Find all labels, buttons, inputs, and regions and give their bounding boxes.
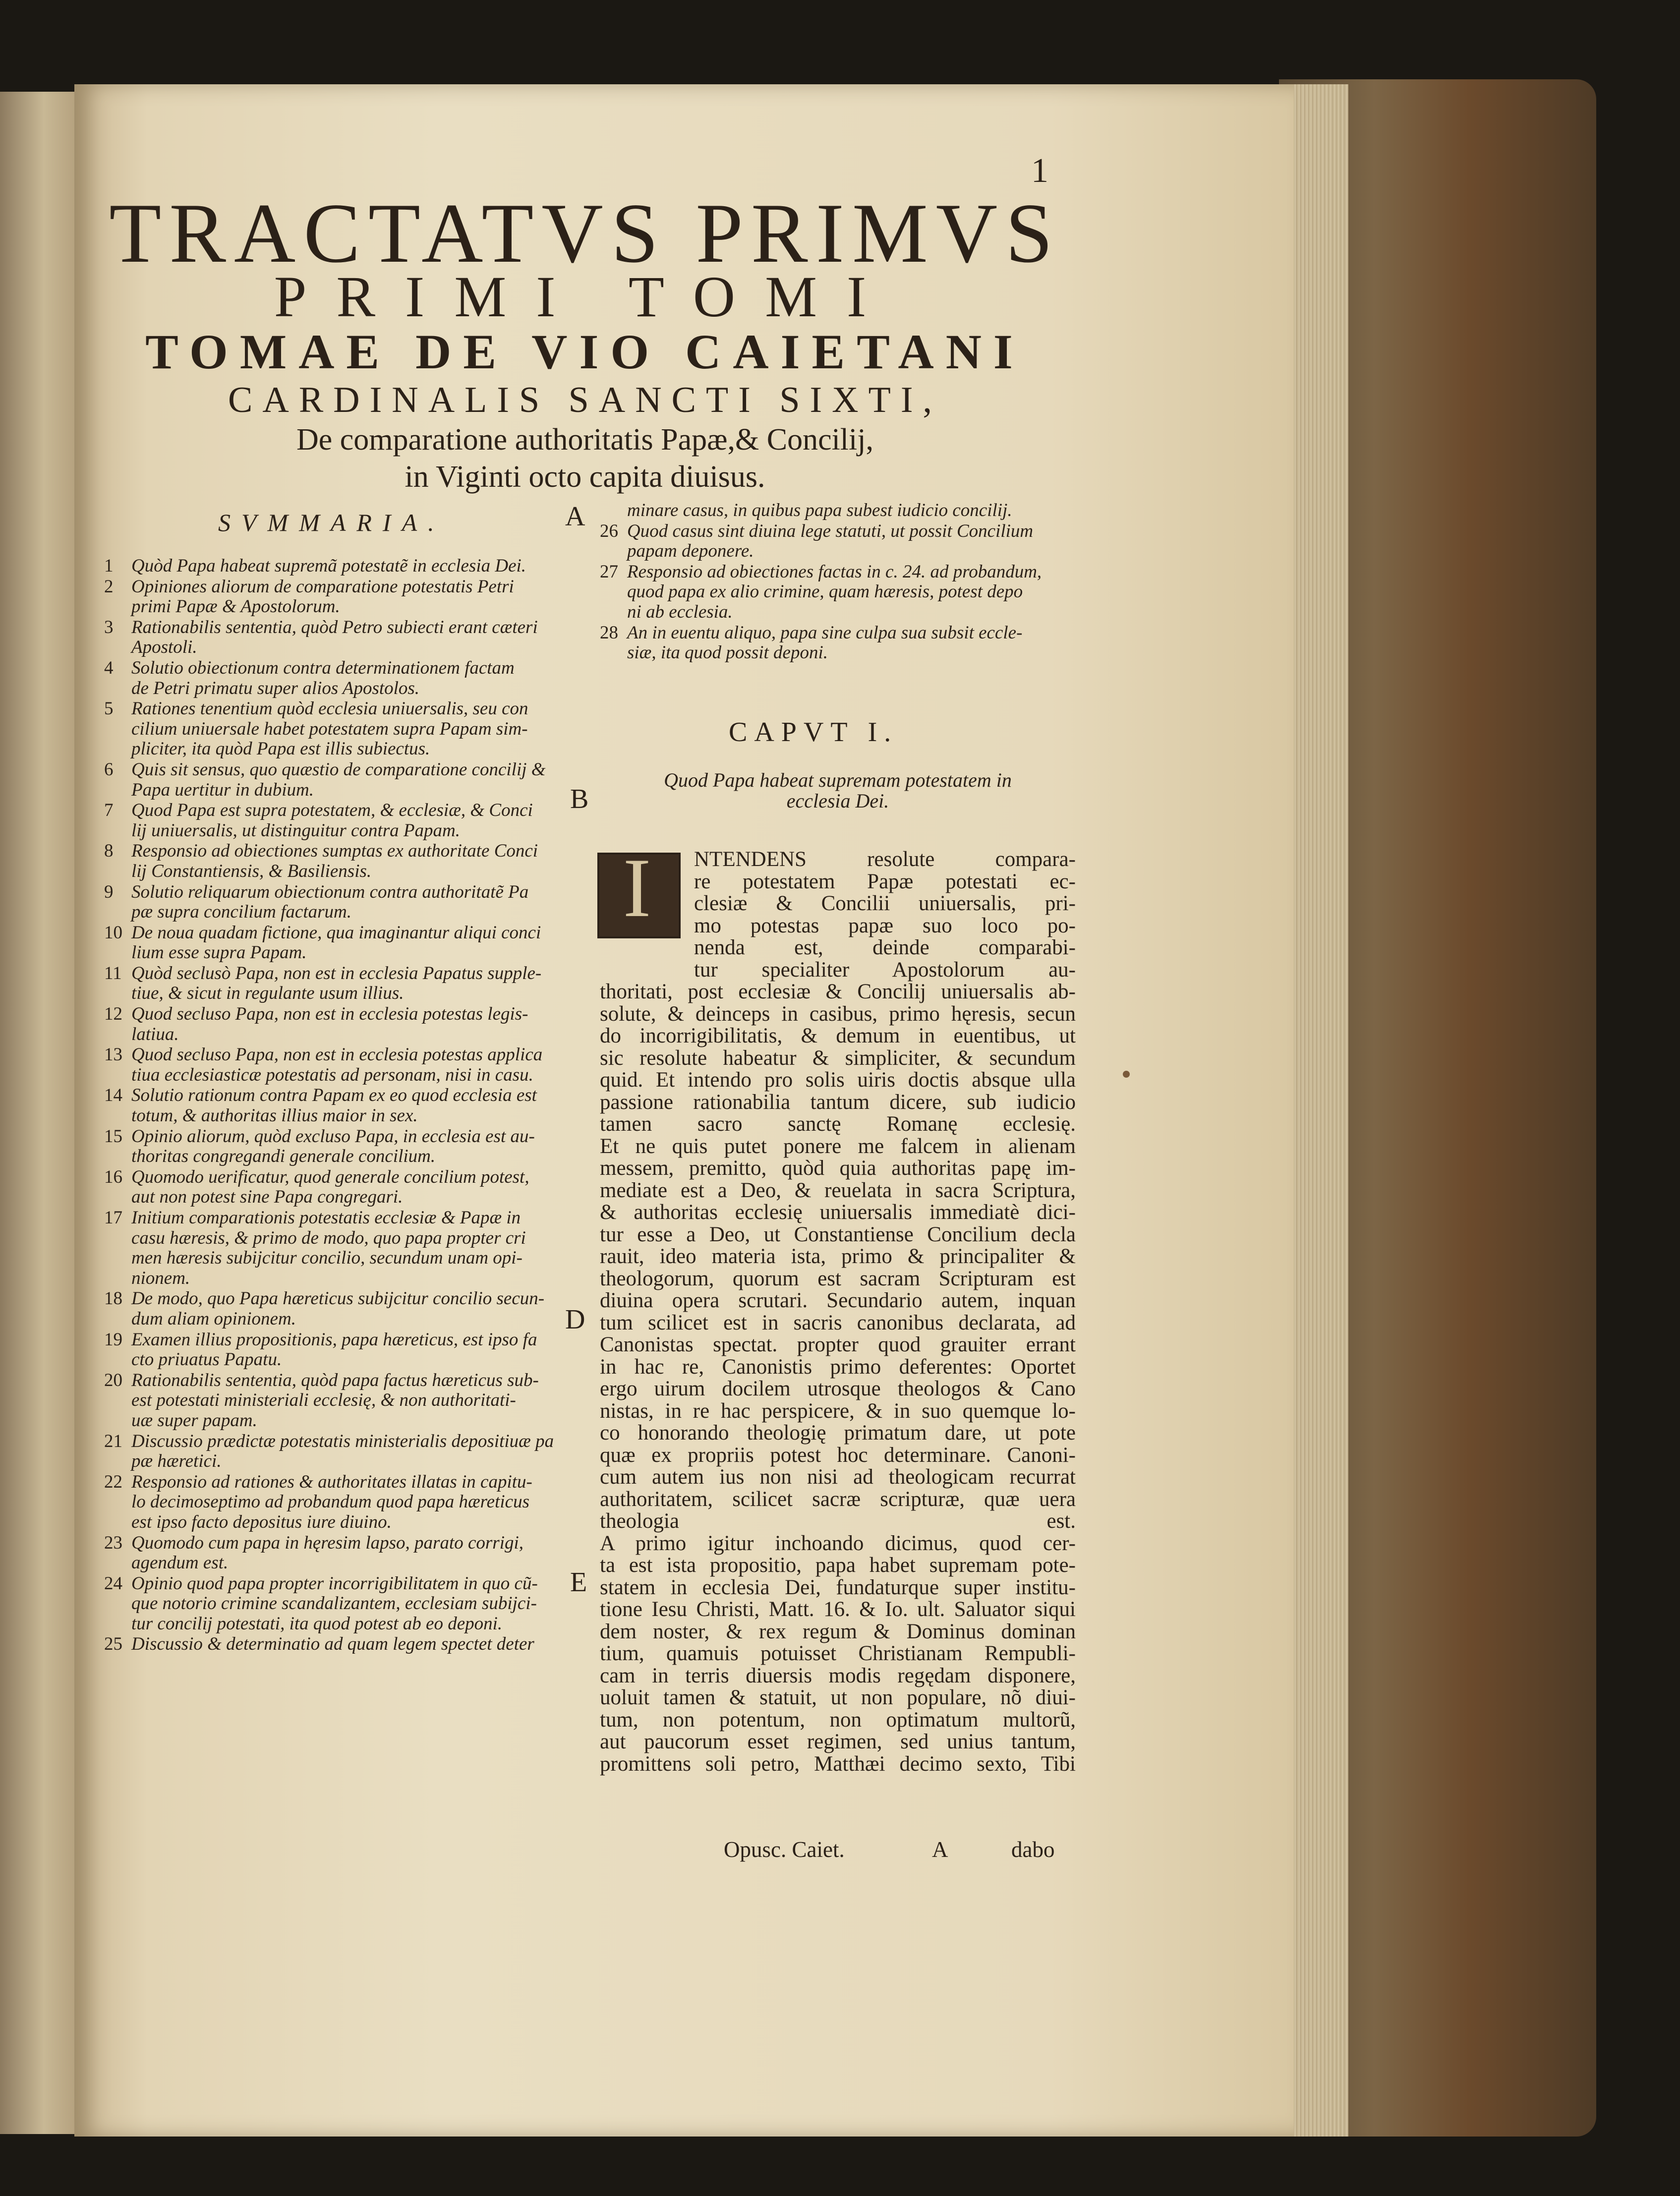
summary-item-line: Discussio prædictæ potestatis ministerialis depositiuæ pa (131, 1431, 554, 1451)
body-line: A primo igitur inchoando dicimus, quod cer- (600, 1531, 1076, 1555)
summary-item-line: men hæresis subijcitur concilio, secundum unam opi- (131, 1248, 522, 1269)
body-line: cum autem ius non nisi ad theologicam recurrat (600, 1465, 1076, 1489)
summary-item-line: pæ supra concilium factarum. (131, 902, 351, 923)
summary-item-line: thoritas congregandi generale concilium. (131, 1146, 436, 1167)
summary-item-line: Solutio rationum contra Papam ex eo quod ecclesia est (131, 1085, 537, 1106)
body-line: uoluit tamen & statuit, ut non populare, nõ diui- (600, 1686, 1076, 1709)
summary-item-line: Rationabilis sententia, quòd papa factus hæreticus sub- (131, 1370, 539, 1390)
body-line: in hac re, Canonistis primo deferentes: Oportet (600, 1355, 1076, 1379)
summary-item (104, 556, 605, 577)
summary-item (104, 1045, 605, 1085)
summary-item (104, 1330, 605, 1370)
summary-item-line: lij uniuersalis, ut distinguitur contra Papam. (131, 820, 460, 841)
summary-item-number: 25 (104, 1634, 122, 1655)
summary-item-number: 8 (104, 841, 114, 862)
body-line: quid. Et intendo pro solis uiris doctis absque ulla (600, 1068, 1076, 1092)
summary-item-line: Responsio ad obiectiones factas in c. 24. ad probandum, (627, 561, 1042, 582)
summary-item (104, 618, 605, 658)
body-line: theologia est. (600, 1509, 1076, 1533)
body-line: messem, premitto, quòd quia authoritas papę im- (600, 1156, 1076, 1180)
summary-item (104, 841, 605, 881)
margin-letter-a: A (565, 501, 585, 532)
summary-item (104, 1634, 605, 1655)
body-line: & authoritas ecclesię uniuersalis immediatè dici- (600, 1201, 1076, 1224)
summary-item-line: Quis sit sensus, quo quæstio de comparatione concilij & (131, 759, 546, 780)
summary-item (104, 923, 605, 963)
body-line: Canonistas spectat. propter quod grauiter errant (600, 1333, 1076, 1356)
summary-item-line: dum aliam opinionem. (131, 1308, 296, 1329)
summary-item-line: Papa uertitur in dubium. (131, 779, 314, 800)
summary-item-line: siæ, ita quod possit deponi. (627, 642, 828, 663)
summary-item-line: tiua ecclesiasticæ potestatis ad personam, nisi in casu. (131, 1064, 533, 1085)
summary-item-number: 23 (104, 1532, 122, 1553)
summary-item-line: Opiniones aliorum de comparatione potestatis Petri (131, 576, 514, 597)
summary-item-line: cilium uniuersale habet potestatem supra Papam sim- (131, 718, 528, 739)
summary-item-number: 6 (104, 759, 114, 780)
chapter-heading: CAPVT I. (729, 717, 898, 748)
summary-item-number: 13 (104, 1044, 122, 1065)
summary-item-line: lium esse supra Papam. (131, 942, 307, 963)
title-line-1: TRACTATVS PRIMVS (109, 186, 1061, 281)
summary-item-line: Examen illius propositionis, papa hæreticus, est ipso fa (131, 1329, 537, 1350)
title-line-6: in Viginti octo capita diuisus. (405, 460, 765, 494)
summary-item (600, 501, 1086, 521)
summary-item-line: tiue, & sicut in regulante usum illius. (131, 983, 404, 1004)
summary-item-number: 24 (104, 1573, 122, 1594)
summary-item-line: cto priuatus Papatu. (131, 1349, 282, 1370)
chapter-body (600, 849, 1076, 1775)
body-line: tium, quamuis potuisset Christianam Rempubli- (600, 1642, 1076, 1665)
summary-item (104, 699, 605, 759)
summary-item (104, 882, 605, 923)
body-line: tum scilicet est in sacris canonibus declarata, ad (600, 1311, 1076, 1334)
decorated-initial-letter: I (623, 841, 651, 934)
summary-item-line: De noua quadam fictione, qua imaginantur aliqui conci (131, 922, 541, 943)
summary-item-line: Responsio ad obiectiones sumptas ex authoritate Conci (131, 841, 538, 862)
summary-item-number: 10 (104, 922, 122, 943)
summary-item-line: An in euentu aliquo, papa sine culpa sua subsit eccle- (627, 622, 1023, 643)
summary-item-number: 27 (600, 561, 618, 582)
title-line-2: PRIMI TOMI (274, 264, 896, 329)
summary-item-number: 3 (104, 617, 114, 637)
body-line: mo potestas papæ suo loco po- (694, 914, 1076, 937)
summary-item-number: 17 (104, 1208, 122, 1228)
summary-item-line: Quod secluso Papa, non est in ecclesia potestas applica (131, 1044, 543, 1065)
summary-list-right (600, 501, 1086, 664)
summary-item-line: de Petri primatu super alios Apostolos. (131, 678, 420, 698)
body-line: ta est ista propositio, papa habet supremam pote- (600, 1554, 1076, 1577)
ink-spot (1123, 1071, 1130, 1078)
summary-item-line: aut non potest sine Papa congregari. (131, 1187, 403, 1208)
summary-item-number: 4 (104, 657, 114, 678)
body-line: sic resolute habeatur & simpliciter, & secundum (600, 1046, 1076, 1070)
summary-item (600, 623, 1086, 663)
summary-item-number: 28 (600, 622, 618, 643)
summary-item-line: Responsio ad rationes & authoritates illatas in capitu- (131, 1471, 532, 1492)
summary-item (600, 562, 1086, 623)
summary-item (104, 1533, 605, 1573)
body-line: promittens soli petro, Matthæi decimo sexto, Tibi (600, 1752, 1076, 1776)
summary-item-line: Quomodo cum papa in hęresim lapso, parato corrigi, (131, 1532, 524, 1553)
summary-item-line: Rationes tenentium quòd ecclesia uniuersalis, seu con (131, 698, 528, 719)
summary-item-line: Opinio quod papa propter incorrigibilitatem in quo cũ- (131, 1573, 538, 1594)
body-main-lines (600, 981, 1076, 1775)
body-line: statem in ecclesia Dei, fundaturque super institu- (600, 1575, 1076, 1599)
summary-item-line: Opinio aliorum, quòd excluso Papa, in ecclesia est au- (131, 1126, 535, 1147)
summary-item-number: 1 (104, 556, 114, 576)
summary-item-number: 11 (104, 963, 122, 983)
title-line-4: CARDINALIS SANCTI SIXTI, (228, 380, 942, 420)
summary-item-line: Solutio obiectionum contra determinationem factam (131, 657, 515, 678)
chapter-subtitle (615, 770, 1061, 811)
footer-signature-letter: A (932, 1837, 948, 1862)
summary-item-number: 21 (104, 1431, 122, 1451)
title-line-5: De comparatione authoritatis Papæ,& Concilij, (296, 423, 873, 457)
summary-item-line: Quod casus sint diuina lege statuti, ut possit Concilium (627, 520, 1034, 541)
summary-item-line: quod papa ex alio crimine, quam hæresis, potest depo (627, 581, 1023, 602)
page-edges (1294, 84, 1348, 2137)
body-line: quæ ex propriis potest hoc determinare. Canoni- (600, 1443, 1076, 1467)
chapter-subtitle-line-2: ecclesia Dei. (786, 790, 889, 812)
summary-list-left (104, 556, 605, 1655)
body-line: tur specialiter Apostolorum au- (694, 958, 1076, 982)
summary-item-line: casu hæresis, & primo de modo, quo papa propter cri (131, 1227, 526, 1248)
summary-item (104, 577, 605, 617)
summary-item-number: 18 (104, 1288, 122, 1309)
title-line-3: TOMAE DE VIO CAIETANI (145, 324, 1025, 379)
body-line: nenda est, deinde comparabi- (694, 936, 1076, 959)
summary-item-number: 20 (104, 1370, 122, 1390)
summary-item (104, 801, 605, 841)
footer-catchword: dabo (1011, 1837, 1055, 1862)
summary-item-line: Quòd Papa habeat supremã potestatẽ in ecclesia Dei. (131, 556, 526, 576)
summary-heading: SVMMARIA. (218, 509, 445, 536)
summary-item-line: pliciter, ita quòd Papa est illis subiectus. (131, 739, 430, 759)
body-line: mediate est a Deo, & reuelata in sacra Scriptura, (600, 1178, 1076, 1202)
summary-item-line: uæ super papam. (131, 1410, 257, 1431)
summary-item (104, 1004, 605, 1044)
summary-item-line: est potestati ministeriali ecclesię, & non authoritati- (131, 1390, 516, 1411)
body-line: tum, non potentum, non optimatum multorũ, (600, 1708, 1076, 1732)
summary-item-line: Discussio & determinatio ad quam legem spectet deter (131, 1634, 534, 1655)
body-line: solute, & deinceps in casibus, primo hęresis, secun (600, 1002, 1076, 1026)
left-page-edge (0, 92, 79, 2134)
summary-item-line: minare casus, in quibus papa subest iudicio concilij. (627, 500, 1012, 520)
summary-item (104, 1127, 605, 1167)
body-line: tur esse a Deo, ut Constantiense Concilium decla (600, 1222, 1076, 1246)
body-line: rauit, ideo materia ista, primo & principaliter & (600, 1245, 1076, 1268)
body-line: tione Iesu Christi, Matt. 16. & Io. ult. Saluator siqui (600, 1598, 1076, 1621)
summary-item-line: que notorio crimine scandalizantem, ecclesiam subijci- (131, 1593, 537, 1614)
margin-letter-b: B (570, 784, 589, 814)
body-line: ergo uirum docilem utrosque theologos & Cano (600, 1377, 1076, 1400)
body-line: theologorum, quorum est sacram Scripturam est (600, 1267, 1076, 1290)
body-line: NTENDENS resolute compara- (694, 848, 1076, 871)
summary-item-line: De modo, quo Papa hæreticus subijcitur concilio secun- (131, 1288, 545, 1309)
summary-item (104, 1086, 605, 1126)
summary-item (104, 1208, 605, 1288)
body-line: passione rationabilia tantum dicere, sub iudicio (600, 1090, 1076, 1114)
body-line: do incorrigibilitatis, & demum in euentibus, ut (600, 1024, 1076, 1047)
summary-item-line: lij Constantiensis, & Basiliensis. (131, 861, 372, 881)
body-line: clesiæ & Concilii uniuersalis, pri- (694, 892, 1076, 915)
body-line: co honorando theologię primatum dare, ut pote (600, 1421, 1076, 1445)
body-line: dem noster, & rex regum & Dominus dominan (600, 1619, 1076, 1643)
summary-item-number: 2 (104, 576, 114, 597)
chapter-subtitle-line-1: Quod Papa habeat supremam potestatem in (664, 769, 1012, 791)
summary-item (104, 1167, 605, 1208)
summary-item-line: Quomodo uerificatur, quod generale concilium potest, (131, 1166, 529, 1187)
summary-item (104, 1574, 605, 1634)
summary-item (104, 1472, 605, 1533)
summary-item (104, 1432, 605, 1472)
summary-item-number: 26 (600, 520, 618, 541)
summary-item (104, 1371, 605, 1431)
summary-item-line: est ipso facto depositus iure diuino. (131, 1511, 392, 1532)
margin-letter-d: D (565, 1304, 585, 1335)
summary-item-line: totum, & authoritas illius maior in sex. (131, 1105, 418, 1126)
summary-item-number: 14 (104, 1085, 122, 1106)
body-line: thoritati, post ecclesiæ & Concilij uniuersalis ab- (600, 980, 1076, 1003)
body-line: nistas, in re hac perspicere, & in suo quemque lo- (600, 1399, 1076, 1423)
summary-item-line: Initium comparationis potestatis ecclesiæ & Papæ in (131, 1208, 521, 1228)
summary-item-line: Quod Papa est supra potestatem, & ecclesiæ, & Conci (131, 800, 533, 821)
summary-item (104, 760, 605, 800)
body-line: re potestatem Papæ potestati ec- (694, 869, 1076, 893)
summary-item-number: 19 (104, 1329, 122, 1350)
body-indented-lines (600, 849, 1076, 981)
summary-item (104, 658, 605, 698)
body-line: authoritatem, scilicet sacræ scripturæ, quæ uera (600, 1487, 1076, 1511)
summary-item-line: latiua. (131, 1024, 179, 1044)
summary-item-number: 16 (104, 1166, 122, 1187)
summary-item-line: Quod secluso Papa, non est in ecclesia potestas legis- (131, 1004, 528, 1025)
body-line: Et ne quis putet ponere me falcem in alienam (600, 1134, 1076, 1158)
summary-item-line: primi Papæ & Apostolorum. (131, 596, 340, 617)
summary-item-number: 22 (104, 1471, 122, 1492)
summary-item-line: ni ab ecclesia. (627, 601, 733, 622)
summary-item-line: nionem. (131, 1268, 190, 1288)
summary-item-number: 7 (104, 800, 114, 821)
body-line: tamen sacro sanctę Romanę ecclesię. (600, 1112, 1076, 1136)
body-line: cam in terris diuersis modis regędam disponere, (600, 1664, 1076, 1687)
summary-item-line: papam deponere. (627, 541, 754, 562)
summary-item-line: Quòd seclusò Papa, non est in ecclesia Papatus supple- (131, 963, 542, 983)
summary-item-line: pæ hæretici. (131, 1451, 222, 1472)
summary-item-number: 12 (104, 1004, 122, 1025)
body-line: aut paucorum esset regimen, sed unius tantum, (600, 1730, 1076, 1753)
summary-item (600, 521, 1086, 562)
summary-item-number: 5 (104, 698, 114, 719)
summary-item-line: tur concilij potestati, ita quod potest ab eo deponi. (131, 1613, 503, 1634)
summary-item-line: lo decimoseptimo ad probandum quod papa hæreticus (131, 1492, 529, 1512)
summary-item-number: 15 (104, 1126, 122, 1147)
summary-item-line: Solutio reliquarum obiectionum contra authoritatẽ Pa (131, 881, 529, 902)
footer-signature: Opusc. Caiet. (724, 1837, 845, 1862)
body-line: diuina opera scrutari. Secundario autem, inquan (600, 1289, 1076, 1312)
summary-item (104, 1289, 605, 1329)
margin-letter-e: E (570, 1567, 587, 1598)
summary-item-number: 9 (104, 881, 114, 902)
folio-number: 1 (1031, 152, 1048, 190)
summary-item (104, 964, 605, 1004)
summary-item-line: Rationabilis sententia, quòd Petro subiecti erant cæteri (131, 617, 538, 637)
summary-item-line: Apostoli. (131, 637, 197, 658)
summary-item-line: agendum est. (131, 1553, 229, 1573)
